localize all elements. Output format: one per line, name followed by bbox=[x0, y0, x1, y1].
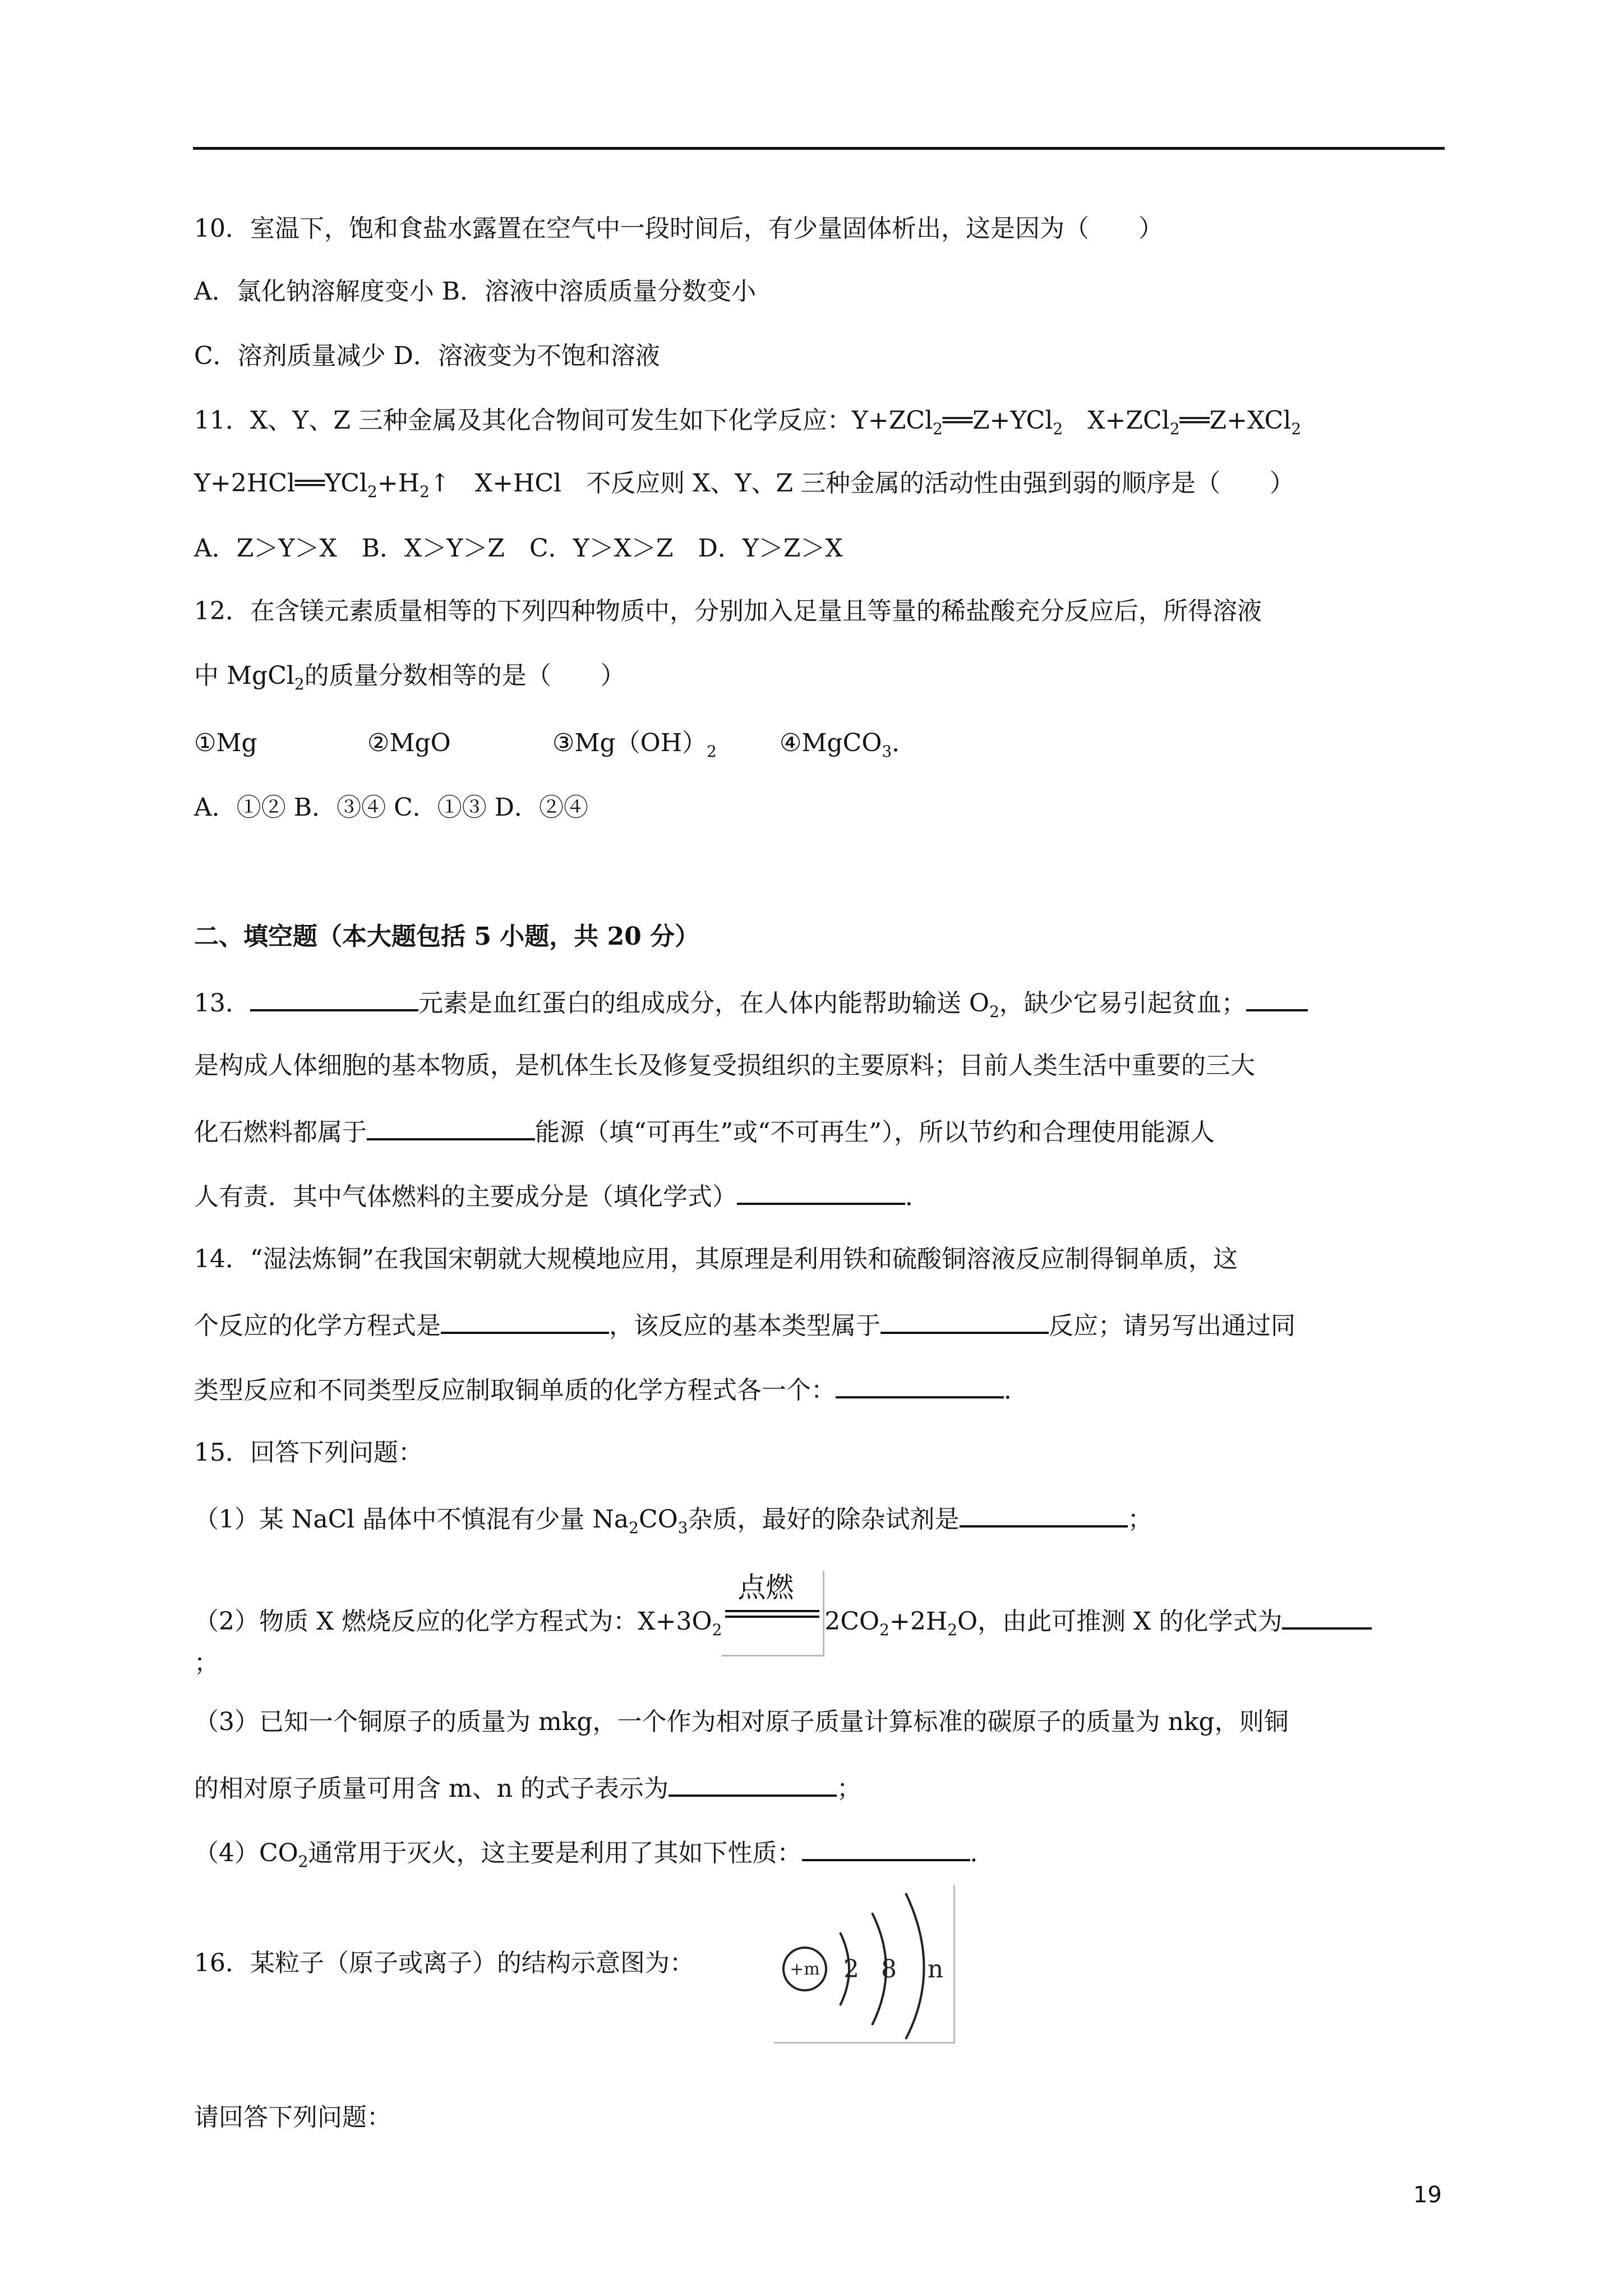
answer-blank[interactable] bbox=[1282, 1603, 1372, 1630]
q13-text: ． bbox=[905, 1182, 930, 1211]
q15-text: 杂质，最好的除杂试剂是 bbox=[688, 1505, 960, 1534]
page-number: 19 bbox=[1413, 2182, 1442, 2208]
subscript: 3 bbox=[882, 742, 892, 761]
header-rule bbox=[193, 147, 1445, 150]
answer-blank[interactable] bbox=[1246, 984, 1308, 1011]
atomic-structure-diagram bbox=[774, 1885, 955, 2044]
q15-text: 通常用于灭火，这主要是利用了其如下性质： bbox=[308, 1839, 802, 1867]
q11-text: X+ZCl bbox=[1063, 406, 1170, 435]
q11-text: +H bbox=[377, 469, 420, 498]
answer-blank[interactable] bbox=[960, 1501, 1128, 1527]
subscript: 2 bbox=[989, 1002, 999, 1021]
q13-line3 bbox=[194, 1114, 1215, 1149]
q11-line2 bbox=[194, 467, 1294, 509]
q14-text: 反应；请另写出通过同 bbox=[1049, 1312, 1295, 1340]
q13-text: 人有责．其中气体燃料的主要成分是（填化学式） bbox=[194, 1182, 737, 1211]
q11-line1 bbox=[194, 404, 1301, 446]
q13-line2: 是构成人体细胞的基本物质，是机体生长及修复受损组织的主要原料；目前人类生活中重要的三大 bbox=[194, 1051, 1255, 1080]
q15-text: +2H bbox=[889, 1607, 948, 1636]
answer-blank[interactable] bbox=[668, 1770, 837, 1797]
shell-1-electrons: 2 bbox=[843, 1955, 859, 1984]
shell-3-electrons: n bbox=[927, 1955, 944, 1984]
subscript: 2 bbox=[367, 482, 377, 501]
q15-part1 bbox=[194, 1501, 1152, 1545]
q12-items bbox=[194, 726, 257, 760]
q11-text: ↑ X+HCl 不反应则 X、Y、Z 三种金属的活动性由强到弱的顺序是（ ） bbox=[429, 469, 1295, 498]
q10-options-ab: A．氯化钠溶解度变小 B．溶液中溶质质量分数变小 bbox=[194, 277, 757, 306]
q13-line4 bbox=[194, 1178, 930, 1214]
q12-text: 中 MgCl bbox=[194, 661, 294, 690]
subscript: 2 bbox=[294, 675, 305, 693]
subscript: 2 bbox=[1053, 420, 1063, 438]
q15-part3-line1: （3）已知一个铜原子的质量为 mkg，一个作为相对原子质量计算标准的碳原子的质量为 nkg，则铜 bbox=[194, 1708, 1289, 1736]
q15-text: CO bbox=[638, 1505, 678, 1534]
answer-blank[interactable] bbox=[367, 1114, 535, 1140]
q15-part2 bbox=[194, 1571, 1372, 1657]
q11-text: Y+2HCl══YCl bbox=[194, 469, 368, 498]
shell-3-arc bbox=[906, 1893, 924, 2039]
answer-blank[interactable] bbox=[880, 1307, 1049, 1334]
answer-blank[interactable] bbox=[802, 1834, 970, 1861]
q14-text: ． bbox=[1004, 1376, 1029, 1405]
subscript: 2 bbox=[1291, 420, 1302, 438]
answer-blank[interactable] bbox=[250, 984, 418, 1011]
subscript: 2 bbox=[712, 1621, 722, 1639]
subscript: 2 bbox=[707, 742, 717, 761]
q15-text: 2CO bbox=[824, 1607, 880, 1636]
q13-line1 bbox=[194, 984, 1308, 1029]
q15-title: 15．回答下列问题： bbox=[194, 1438, 423, 1467]
q13-text: 元素是血红蛋白的组成成分，在人体内能帮助输送 O bbox=[418, 989, 990, 1018]
subscript: 2 bbox=[1169, 420, 1180, 438]
q12-text: ④MgCO bbox=[780, 729, 882, 757]
q16-ask: 请回答下列问题： bbox=[194, 2103, 391, 2132]
q14-line2 bbox=[194, 1307, 1295, 1343]
q12-text: ③Mg（OH） bbox=[552, 729, 707, 757]
condition-label: 点燃 bbox=[737, 1571, 794, 1604]
q15-text: （4）CO bbox=[194, 1839, 298, 1867]
q11-text: ══Z+XCl bbox=[1179, 406, 1292, 435]
q12-text: ． bbox=[892, 729, 917, 757]
q11-options: A．Z＞Y＞X B．X＞Y＞Z C．Y＞X＞Z D．Y＞Z＞X bbox=[194, 534, 843, 563]
q12-text: 的质量分数相等的是（ ） bbox=[304, 661, 625, 690]
q15-part4 bbox=[194, 1834, 995, 1879]
q13-text: 13． bbox=[194, 989, 250, 1018]
q15-text: ； bbox=[1127, 1505, 1152, 1534]
q15-text: ． bbox=[970, 1839, 995, 1867]
q13-text: ，缺少它易引起贫血； bbox=[999, 989, 1246, 1018]
q15-text: O，由此可推测 X 的化学式为 bbox=[957, 1607, 1283, 1636]
subscript: 3 bbox=[677, 1519, 688, 1537]
answer-blank[interactable] bbox=[737, 1178, 905, 1205]
q14-text: 类型反应和不同类型反应制取铜单质的化学方程式各一个： bbox=[194, 1376, 836, 1405]
atomic-structure-svg bbox=[774, 1885, 953, 2042]
q12-item-mgco3 bbox=[780, 726, 916, 769]
q12-options: A．①② B．③④ C．①③ D．②④ bbox=[194, 793, 589, 822]
subscript: 2 bbox=[629, 1519, 639, 1537]
q15-part3-line2 bbox=[194, 1770, 861, 1806]
shell-2-electrons: 8 bbox=[881, 1955, 897, 1984]
q12-item-mg: ①Mg bbox=[194, 729, 257, 757]
subscript: 2 bbox=[947, 1621, 958, 1639]
q15-text: 的相对原子质量可用含 m、n 的式子表示为 bbox=[194, 1774, 669, 1803]
q12-line1: 12．在含镁元素质量相等的下列四种物质中，分别加入足量且等量的稀盐酸充分反应后，所得溶液 bbox=[194, 597, 1262, 625]
nucleus-charge: +m bbox=[790, 1959, 820, 1979]
q16-stem: 16．某粒子（原子或离子）的结构示意图为： bbox=[194, 1949, 694, 1977]
q12-line2 bbox=[194, 659, 625, 701]
q13-text: 能源（填“可再生”或“不可再生”），所以节约和合理使用能源人 bbox=[535, 1118, 1215, 1147]
subscript: 2 bbox=[879, 1621, 889, 1639]
q15-text: （1）某 NaCl 晶体中不慎混有少量 Na bbox=[194, 1505, 629, 1534]
q11-text: ══Z+YCl bbox=[942, 406, 1053, 435]
section-title: 二、填空题（本大题包括 5 小题，共 20 分） bbox=[194, 922, 700, 951]
q12-item-mgoh2 bbox=[552, 726, 717, 769]
q11-text: 11．X、Y、Z 三种金属及其化合物间可发生如下化学反应：Y+ZCl bbox=[194, 406, 933, 435]
answer-blank[interactable] bbox=[441, 1307, 609, 1334]
q15-text: ； bbox=[837, 1774, 862, 1803]
reaction-condition-arrow bbox=[722, 1571, 824, 1657]
q14-text: 个反应的化学方程式是 bbox=[194, 1312, 441, 1340]
answer-blank[interactable] bbox=[836, 1372, 1004, 1398]
subscript: 2 bbox=[298, 1852, 308, 1871]
q15-text: （2）物质 X 燃烧反应的化学方程式为：X+3O bbox=[194, 1607, 712, 1636]
q14-text: ，该反应的基本类型属于 bbox=[609, 1312, 880, 1340]
subscript: 2 bbox=[933, 420, 943, 438]
q15-part2-end: ； bbox=[194, 1649, 219, 1677]
q12-item-mgo: ②MgO bbox=[367, 729, 451, 757]
subscript: 2 bbox=[419, 482, 430, 501]
q10-options-cd: C．溶剂质量减少 D．溶液变为不饱和溶液 bbox=[194, 342, 660, 370]
q10-stem: 10．室温下，饱和食盐水露置在空气中一段时间后，有少量固体析出，这是因为（ ） bbox=[194, 214, 1163, 243]
q14-line3 bbox=[194, 1372, 1029, 1407]
q14-line1: 14．“湿法炼铜”在我国宋朝就大规模地应用，其原理是利用铁和硫酸铜溶液反应制得铜单质，这 bbox=[194, 1245, 1238, 1273]
q13-text: 化石燃料都属于 bbox=[194, 1118, 367, 1147]
